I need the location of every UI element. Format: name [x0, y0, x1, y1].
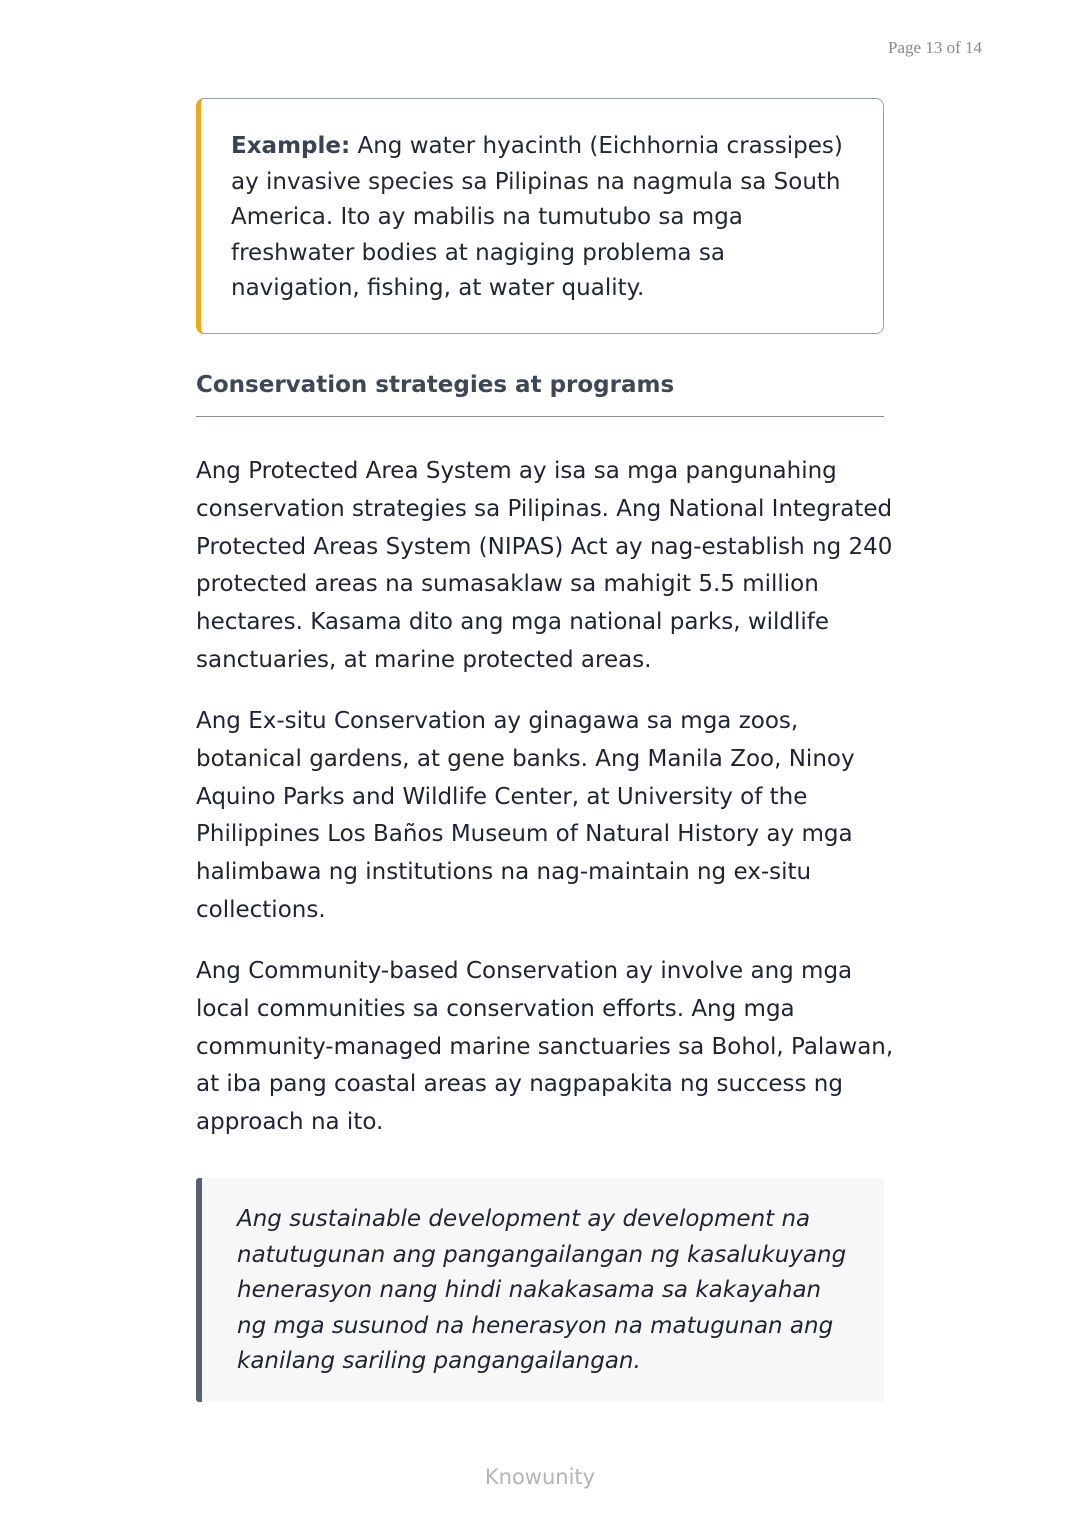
- footer-brand: Knowunity: [484, 1465, 596, 1489]
- paragraph-ex-situ: Ang Ex-situ Conservation ay ginagawa sa mga zoos, botanical gardens, at gene banks. Ang Manila Zoo, Ninoy Aquino Parks and Wildlife Center, at University of the Philippines Los Baños Museum of Natural History ay mga halimbawa ng institutions na nag-maintain ng ex-situ collections.: [196, 708, 855, 923]
- page-number: Page 13 of 14: [888, 38, 982, 57]
- section-divider: [196, 416, 884, 417]
- sustainable-development-quote: [196, 1178, 884, 1402]
- paragraph-protected-areas: Ang Protected Area System ay isa sa mga pangunahing conservation strategies sa Pilipinas. Ang National Integrated Protected Areas System (NIPAS) Act ay nag-establish ng 240 protected areas na sumasaklaw sa mahigit 5.5 million hectares. Kasama dito ang mga national parks, wildlife sanctuaries, at marine protected areas.: [196, 458, 893, 673]
- section-heading: Conservation strategies at programs: [196, 372, 675, 398]
- quote-text: Ang sustainable development ay development na natutugunan ang pangangailangan ng kasalukuyang henerasyon nang hindi nakakasama sa kakayahan ng mga susunod na henerasyon na matugunan ang kanilang sariling pangangailangan.: [237, 1206, 847, 1374]
- paragraph-community-based: Ang Community-based Conservation ay involve ang mga local communities sa conservation efforts. Ang mga community-managed marine sanctuaries sa Bohol, Palawan, at iba pang coastal areas ay nagpapakita ng success ng approach na ito.: [196, 958, 894, 1136]
- example-callout: [196, 98, 884, 334]
- example-label: Example:: [231, 133, 351, 159]
- example-text: Ang water hyacinth (Eichhornia crassipes) ay invasive species sa Pilipinas na nagmula sa South America. Ito ay mabilis na tumutubo sa mga freshwater bodies at nagiging problema sa navigation, fishing, at water quality.: [231, 133, 843, 301]
